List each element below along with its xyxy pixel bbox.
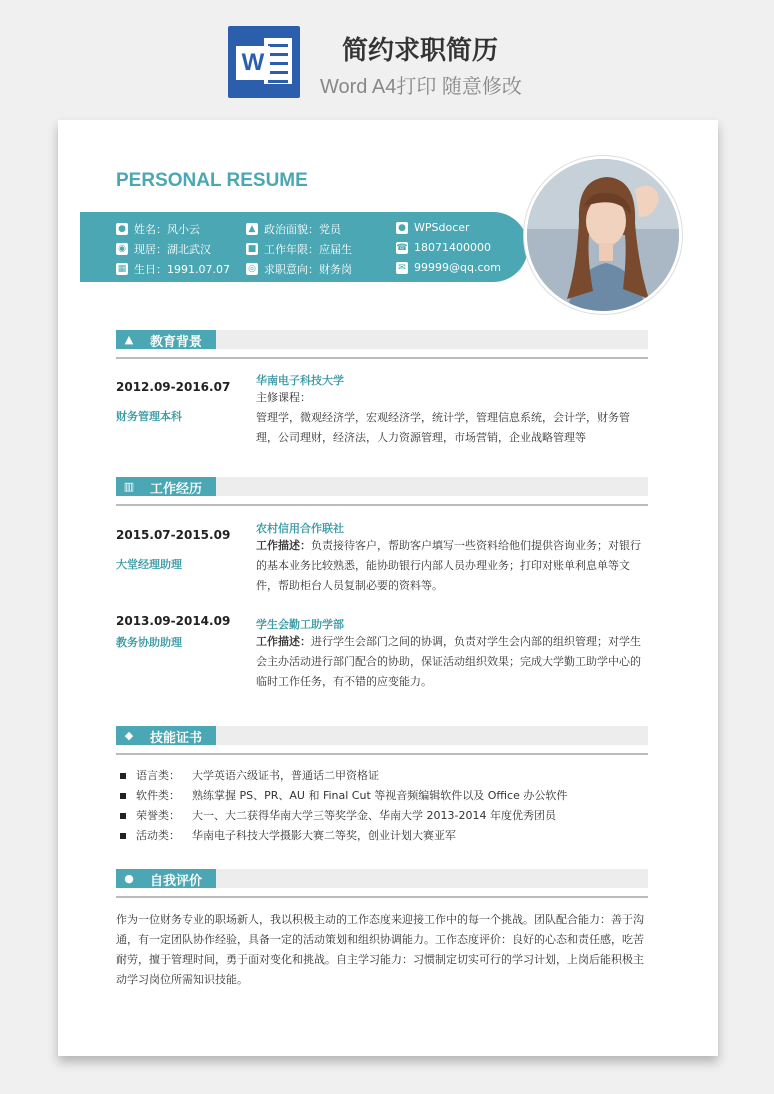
education-school: 华南电子科技大学 (256, 374, 344, 387)
top-banner (0, 0, 774, 118)
person-icon: ● (124, 872, 134, 885)
word-logo-icon: W (228, 26, 300, 98)
evaluation-text: 作为一位财务专业的职场新人，我以积极主动的工作态度来迎接工作中的每一个挑战。团队配合能力：善于沟通，有一定团队协作经验，具备一定的活动策划和组织协调能力。工作态度评价：良好的心态和责任感，吃苦耐劳，擅于管理时间，勇于面对变化和挑战。自主学习能力：习惯制定切实可行的学习计划，上岗后能积极主动学习岗位所需知识技能。 (116, 913, 644, 986)
job-2-desc-text: 进行学生会部门之间的协调，负责对学生会内部的组织管理；对学生会主办活动进行部门配合的协助，保证活动组织效果；完成大学勤工助学中心的临时工作任务，有不错的应变能力。 (256, 635, 641, 688)
list-item: 活动类： 华南电子科技大学摄影大赛二等奖，创业计划大赛亚军 (120, 826, 650, 846)
info-wechat: ● WPSdocer (396, 221, 470, 234)
person-icon: ● (116, 223, 128, 235)
info-phone: ☎ 18071400000 (396, 241, 491, 254)
info-intention: ◎ 求职意向：财务岗 (246, 261, 352, 277)
info-band (80, 212, 528, 282)
job-1-date: 2015.07-2015.09 (116, 528, 231, 542)
job-1-role: 大堂经理助理 (116, 558, 182, 571)
info-email: ✉ 99999@qq.com (396, 261, 501, 274)
email-icon: ✉ (396, 262, 408, 274)
job-1-desc-label: 工作描述： (256, 539, 311, 552)
banner-subtitle: Word A4打印 随意修改 (320, 76, 522, 98)
info-location: ◉ 现居：湖北武汉 (116, 241, 211, 257)
profile-photo (524, 156, 682, 314)
resume-title: PERSONAL RESUME (116, 170, 308, 191)
job-2-date: 2013.09-2014.09 (116, 614, 231, 628)
chart-icon: ▥ (123, 480, 135, 493)
section-evaluation: ● 自我评价 (116, 869, 648, 899)
education-courses (256, 388, 650, 448)
target-icon: ◎ (246, 263, 258, 275)
courses-label: 主修课程： (256, 391, 311, 404)
courses-list: 管理学，微观经济学，宏观经济学，统计学，管理信息系统，会计学，财务管理，公司理财，经济法，人力资源管理，市场营销，企业战略管理等 (256, 411, 630, 444)
resume-page (58, 120, 718, 1056)
banner-title: 简约求职简历 (341, 36, 498, 66)
info-work-years: ■ 工作年限：应届生 (247, 243, 352, 256)
job-2-role: 教务协助助理 (116, 636, 182, 649)
education-major: 财务管理本科 (116, 410, 182, 423)
skills-list (120, 766, 650, 846)
badge-icon: ▲ (246, 223, 258, 235)
list-item: 语言类： 大学英语六级证书，普通话二甲资格证 (120, 766, 650, 786)
list-item: 软件类： 熟练掌握 PS、PR、AU 和 Final Cut 等视音频编辑软件以及 Office 办公软件 (120, 786, 650, 806)
info-birthday: ▦ 生日：1991.07.07 (117, 263, 230, 276)
job-1-desc (256, 536, 650, 596)
briefcase-icon: ■ (247, 244, 257, 254)
section-skills: ◆ 技能证书 (116, 726, 648, 756)
phone-icon: ☎ (396, 242, 408, 253)
list-item: 荣誉类： 大一、大二获得华南大学三等奖学金、华南大学 2013-2014 年度优秀团员 (120, 806, 650, 826)
location-icon: ◉ (116, 243, 128, 255)
job-2-desc-label: 工作描述： (256, 635, 311, 648)
job-1-org: 农村信用合作联社 (256, 522, 344, 535)
tag-icon: ◆ (124, 729, 134, 742)
graduation-cap-icon: ▲ (124, 333, 134, 346)
job-1-desc-text: 负责接待客户，帮助客户填写一些资料给他们提供咨询业务；对银行的基本业务比较熟悉，能协助银行内部人员办理业务；打印对账单利息单等文件，帮助柜台人员复制必要的资料等。 (256, 539, 641, 592)
section-work: ▥ 工作经历 (116, 477, 648, 507)
job-2-desc (256, 632, 650, 692)
education-date: 2012.09-2016.07 (116, 380, 231, 394)
info-political: ▲ 政治面貌：党员 (246, 221, 341, 237)
wechat-icon: ● (396, 222, 408, 234)
calendar-icon: ▦ (117, 264, 127, 274)
section-education: ▲ 教育背景 (116, 330, 648, 360)
info-name: ● 姓名：风小云 (116, 221, 200, 237)
job-2-org: 学生会勤工助学部 (256, 618, 344, 631)
